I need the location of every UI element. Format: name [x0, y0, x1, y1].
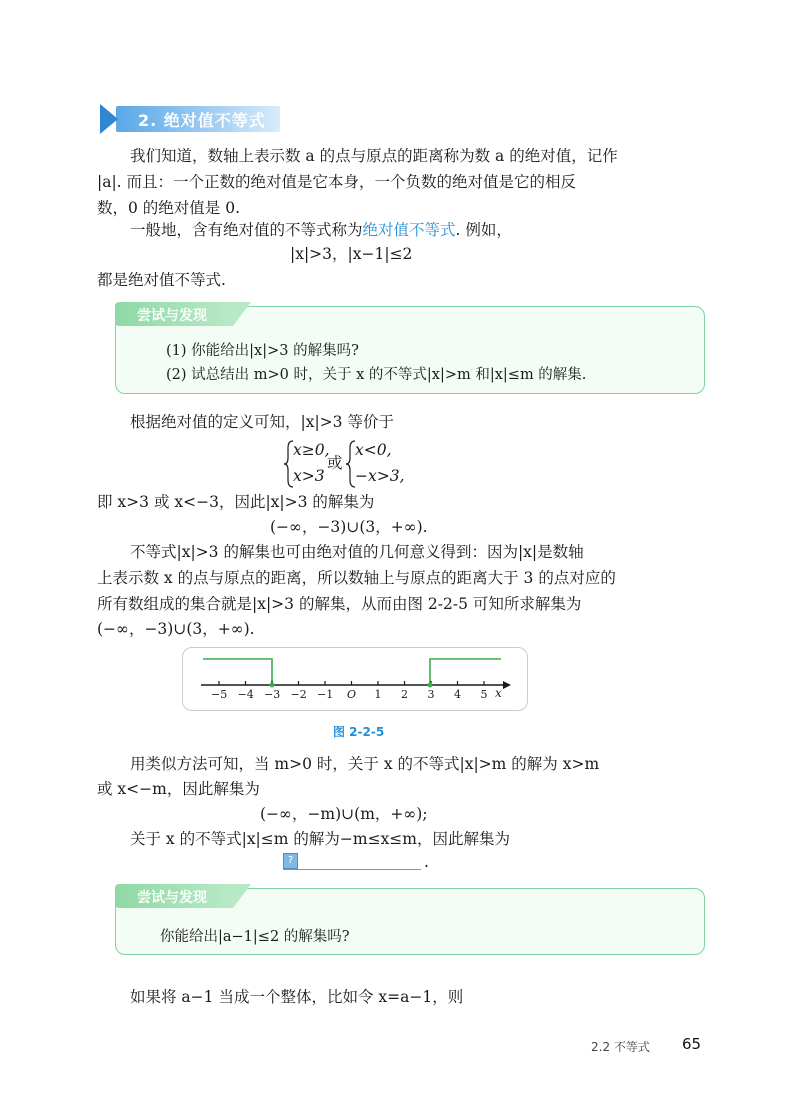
system2-line-a: x<0, [355, 441, 392, 459]
tick-label: 4 [454, 688, 461, 701]
section-heading [100, 104, 280, 134]
number-line-figure [182, 647, 528, 711]
definition-after: 都是绝对值不等式. [97, 271, 226, 289]
geometric-line-1: 不等式|x|>3 的解集也可由绝对值的几何意义得到：因为|x|是数轴 [130, 543, 584, 561]
tick-label: −2 [290, 688, 307, 701]
answer-blank[interactable] [283, 853, 421, 870]
geometric-line-3: 所有数组成的集合就是|x|>3 的解集，从而由图 2-2-5 可知所求解集为 [97, 595, 582, 613]
intro-line-3: 数，0 的绝对值是 0. [97, 199, 241, 217]
axis-label: x [495, 686, 502, 700]
tick-label: O [346, 688, 357, 701]
tick-label: −1 [317, 688, 334, 701]
try2-tab [115, 884, 233, 908]
tick-label: −5 [211, 688, 228, 701]
definition-line [130, 218, 512, 242]
derivation-line-2: 即 x>3 或 x<−3，因此|x|>3 的解集为 [97, 493, 375, 511]
answer-period: . [424, 853, 429, 871]
system1-line-a: x≥0, [293, 441, 330, 459]
question-mark-icon: ? [283, 853, 298, 869]
definition-prefix: 一般地，含有绝对值的不等式称为 [130, 221, 363, 239]
system1-line-b: x>3 [293, 467, 325, 485]
intro-line-1: 我们知道，数轴上表示数 a 的点与原点的距离称为数 a 的绝对值，记作 [130, 147, 618, 165]
definition-example: |x|>3，|x−1|≤2 [290, 245, 413, 263]
similar-result: (−∞，−m)∪(m，+∞); [260, 805, 428, 823]
definition-suffix: . 例如， [455, 221, 512, 239]
tick-label: −4 [237, 688, 254, 701]
similar-line-1: 用类似方法可知，当 m>0 时，关于 x 的不等式|x|>m 的解为 x>m [130, 755, 600, 773]
derivation-result: (−∞，−3)∪(3，+∞). [270, 518, 428, 536]
page-number: 65 [682, 1035, 702, 1053]
final-line: 如果将 a−1 当成一个整体，比如令 x=a−1，则 [130, 988, 464, 1006]
axis-arrow-icon [503, 681, 511, 689]
try2-question: 你能给出|a−1|≤2 的解集吗? [160, 929, 350, 945]
inequality-system [283, 438, 443, 490]
derivation-line-1: 根据绝对值的定义可知，|x|>3 等价于 [130, 413, 394, 431]
similar-line-3: 关于 x 的不等式|x|≤m 的解为−m≤x≤m，因此解集为 [130, 830, 510, 848]
geometric-line-4: (−∞，−3)∪(3，+∞). [97, 620, 255, 638]
right-ray [430, 659, 501, 685]
tick-label: 3 [427, 688, 435, 701]
point-neg3 [270, 683, 275, 688]
left-ray [203, 659, 272, 685]
try1-question-1: (1) 你能给出|x|>3 的解集吗? [166, 343, 359, 359]
section-heading-arrow-icon [100, 104, 118, 134]
tick-label: −3 [264, 688, 281, 701]
try1-tab [115, 302, 233, 326]
try1-tab-label: 尝试与发现 [137, 308, 207, 324]
intro-line-2: |a|. 而且：一个正数的绝对值是它本身，一个负数的绝对值是它的相反 [97, 173, 577, 191]
geometric-line-2: 上表示数 x 的点与原点的距离，所以数轴上与原点的距离大于 3 的点对应的 [97, 569, 616, 587]
section-title: 2. 绝对值不等式 [138, 111, 266, 130]
figure-caption: 图 2-2-5 [333, 725, 385, 739]
footer-section: 2.2 不等式 [591, 1040, 650, 1054]
definition-term: 绝对值不等式 [362, 221, 456, 239]
similar-line-2: 或 x<−m，因此解集为 [97, 780, 260, 798]
point-pos3 [428, 683, 433, 688]
or-label: 或 [327, 454, 343, 472]
system2-line-b: −x>3, [355, 467, 405, 485]
try2-tab-label: 尝试与发现 [137, 890, 207, 906]
try1-question-2: (2) 试总结出 m>0 时，关于 x 的不等式|x|>m 和|x|≤m 的解集. [166, 367, 587, 383]
tick-label: 5 [480, 688, 488, 701]
tick-label: 2 [401, 688, 408, 701]
tick-label: 1 [374, 688, 382, 701]
